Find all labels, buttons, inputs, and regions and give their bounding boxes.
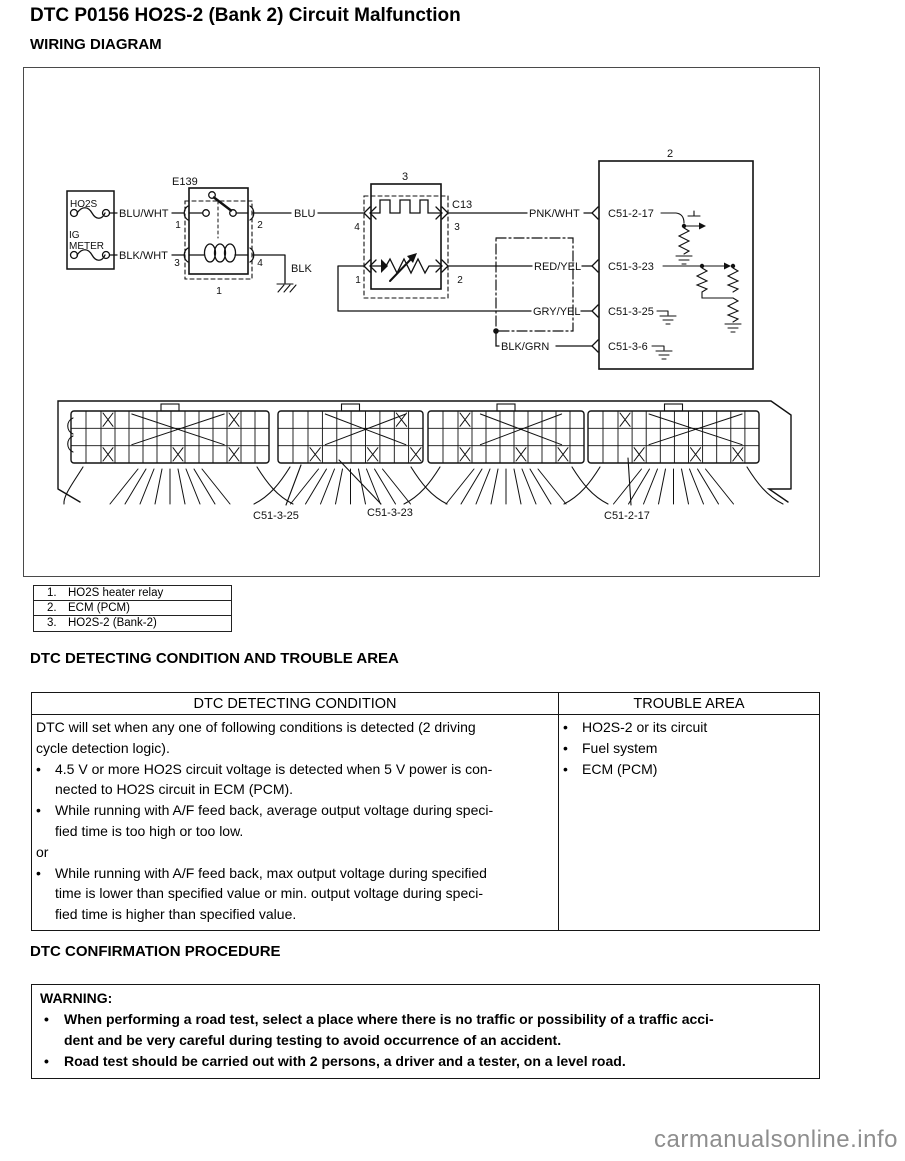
svg-text:PNK/WHT: PNK/WHT — [529, 208, 580, 220]
ecm-box — [592, 148, 753, 369]
fuse-ho2s-label: HO2S — [70, 199, 98, 210]
text-line: dent and be very careful during testing to avoid occurrence of an accident. — [64, 1032, 562, 1048]
dtc-table — [31, 692, 820, 931]
ecm-internal-row4 — [652, 346, 672, 359]
connector-block — [564, 404, 783, 504]
heading-confirmation: DTC CONFIRMATION PROCEDURE — [30, 943, 281, 960]
text-line: 3. HO2S-2 (Bank-2) — [33, 615, 232, 632]
text-line: nected to HO2S circuit in ECM (PCM). — [55, 781, 294, 798]
ecm-pin-c51-2-17: C51-2-17 — [608, 208, 654, 220]
relay-number: 1 — [216, 285, 222, 297]
heading-wiring-diagram: WIRING DIAGRAM — [30, 36, 162, 53]
relay-connector-label: E139 — [172, 176, 198, 188]
text-line: 1. HO2S heater relay — [33, 585, 232, 602]
sensor-pin3: 3 — [454, 222, 460, 233]
wire-blk-grn — [496, 331, 592, 353]
text-line: • When performing a road test, select a place where there is no traffic or possibility of a traffic acci- — [44, 1011, 714, 1027]
sensor-pin4: 4 — [354, 222, 360, 233]
svg-text:BLK/WHT: BLK/WHT — [119, 250, 168, 262]
text-line: DTC will set when any one of following conditions is detected (2 driving — [36, 719, 476, 735]
wire-blu — [253, 208, 363, 220]
text-line: fied time is higher than specified value. — [55, 906, 297, 923]
ground-symbol — [277, 284, 296, 292]
text-line: cycle detection logic). — [36, 739, 170, 756]
wiring-diagram-frame — [23, 67, 820, 577]
header-trouble-area: TROUBLE AREA — [633, 695, 745, 712]
text-line: • While running with A/F feed back, average output voltage during speci- — [36, 802, 494, 819]
wiring-diagram — [24, 68, 819, 576]
relay-pin3: 3 — [174, 258, 180, 269]
ecm-internal-row1 — [661, 211, 706, 264]
connector-label-c51-3-23: C51-3-23 — [367, 507, 413, 519]
sensor-connector-label: C13 — [452, 199, 473, 211]
text-line: • ECM (PCM) — [563, 760, 658, 777]
text-line: time is lower than specified value or min. output voltage during speci- — [55, 885, 483, 902]
detecting-condition-cell — [32, 715, 559, 930]
warning-lines — [40, 1009, 811, 1072]
wire-red-yel — [448, 261, 592, 273]
shield-boundary — [493, 238, 573, 334]
wire-gry-yel — [338, 266, 592, 318]
connector-block — [254, 404, 447, 504]
page-title: DTC P0156 HO2S-2 (Bank 2) Circuit Malfunction — [30, 5, 461, 26]
warning-title: WARNING: — [40, 990, 113, 1006]
ho2s-heater-relay — [172, 176, 263, 297]
sensor-pin2: 2 — [457, 275, 463, 286]
text-line: • 4.5 V or more HO2S circuit voltage is detected when 5 V power is con- — [36, 760, 493, 777]
fuse-meter-label: METER — [69, 241, 104, 252]
connector-block — [64, 404, 293, 504]
svg-text:BLU: BLU — [294, 208, 316, 220]
ecm-number: 2 — [666, 148, 674, 160]
svg-text:GRY/YEL: GRY/YEL — [533, 306, 581, 318]
ecm-pin-c51-3-25: C51-3-25 — [608, 306, 654, 318]
connector-block — [404, 404, 608, 504]
ecm-internal-row2 — [663, 263, 741, 333]
ecm-pin-c51-3-23: C51-3-23 — [608, 261, 654, 273]
connector-view — [58, 401, 791, 522]
svg-text:BLK: BLK — [291, 263, 312, 275]
fuse-ig-label: IG — [69, 230, 80, 241]
heading-dtc-detecting: DTC DETECTING CONDITION AND TROUBLE AREA — [30, 650, 399, 667]
warning-box — [31, 984, 820, 1079]
watermark: carmanualsonline.info — [654, 1126, 898, 1153]
relay-pin2: 2 — [257, 220, 263, 231]
dtc-table-header — [32, 693, 819, 715]
connector-leaders — [286, 458, 631, 505]
ecm-internal-row3 — [657, 311, 676, 324]
text-line: • HO2S-2 or its circuit — [563, 719, 708, 735]
relay-pin4: 4 — [257, 258, 263, 269]
header-detecting-condition: DTC DETECTING CONDITION — [32, 693, 559, 714]
connector-label-c51-2-17: C51-2-17 — [604, 510, 650, 522]
text-line: or — [36, 843, 49, 860]
text-line: • Fuel system — [563, 739, 658, 756]
sensor-number: 3 — [401, 171, 409, 183]
wire-blu-wht — [110, 208, 184, 220]
svg-text:BLK/GRN: BLK/GRN — [501, 341, 550, 353]
svg-text:RED/YEL: RED/YEL — [534, 261, 582, 273]
trouble-area-cell — [559, 715, 819, 930]
dtc-table-body — [32, 715, 819, 930]
legend-table — [33, 586, 232, 632]
text-line: • While running with A/F feed back, max output voltage during specified — [36, 864, 487, 881]
relay-pin1: 1 — [175, 220, 181, 231]
svg-text:BLU/WHT: BLU/WHT — [119, 208, 169, 220]
ho2s-sensor — [354, 171, 472, 298]
text-line: 2. ECM (PCM) — [33, 600, 232, 617]
connector-label-c51-3-25: C51-3-25 — [253, 510, 299, 522]
ecm-pin-c51-3-6: C51-3-6 — [608, 341, 648, 353]
fuse-box — [67, 191, 114, 269]
sensor-pin1: 1 — [355, 275, 361, 286]
text-line: fied time is too high or too low. — [55, 822, 244, 839]
text-line: • Road test should be carried out with 2 persons, a driver and a tester, on a level road. — [44, 1053, 626, 1069]
